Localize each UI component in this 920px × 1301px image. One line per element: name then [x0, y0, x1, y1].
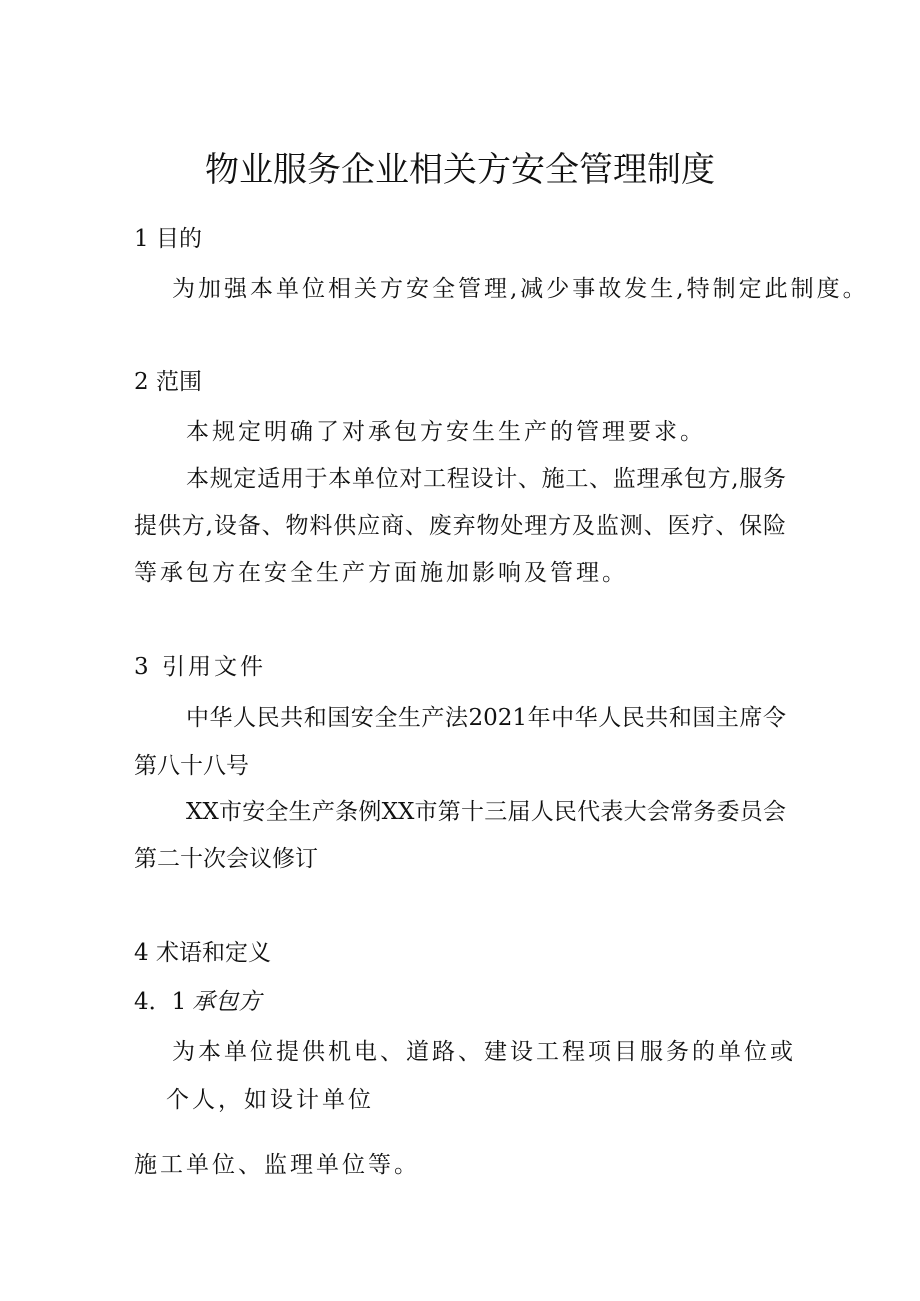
section-heading-terms: 4 术语和定义 — [134, 940, 271, 966]
section-heading-scope: 2 范围 — [134, 369, 202, 395]
reference-2-line-2: 第二十次会议修订 — [134, 846, 318, 872]
paragraph-scope-2-line-1: 本规定适用于本单位对工程设计、施工、监理承包方,服务 — [186, 466, 786, 492]
reference-1-line-1: 中华人民共和国安全生产法2021年中华人民共和国主席令 — [186, 705, 786, 731]
section-heading-purpose: 1 目的 — [134, 226, 202, 252]
subheading-contractor — [134, 986, 261, 1018]
definition-line-3: 施工单位、监理单位等。 — [134, 1152, 420, 1178]
definition-line-1: 为本单位提供机电、道路、建设工程项目服务的单位或 — [172, 1039, 796, 1065]
subheading-term: 承包方 — [192, 989, 262, 1015]
paragraph-scope-2-line-2: 提供方,设备、物料供应商、废弃物处理方及监测、医疗、保险 — [134, 513, 786, 539]
reference-2-line-1: XX市安全生产条例XX市第十三届人民代表大会常务委员会 — [186, 799, 786, 825]
definition-line-2: 个人，如设计单位 — [166, 1087, 374, 1113]
paragraph-scope-2-line-3: 等承包方在安全生产方面施加影响及管理。 — [134, 560, 628, 586]
reference-1-line-2: 第八十八号 — [134, 753, 249, 779]
subheading-number: 4．1 — [134, 989, 187, 1015]
section-heading-references: 3 引用文件 — [134, 654, 266, 680]
document-title: 物业服务企业相关方安全管理制度 — [205, 150, 715, 190]
paragraph-purpose: 为加强本单位相关方安全管理,减少事故发生,特制定此制度。 — [172, 276, 869, 302]
paragraph-scope-1: 本规定明确了对承包方安生生产的管理要求。 — [186, 419, 706, 445]
